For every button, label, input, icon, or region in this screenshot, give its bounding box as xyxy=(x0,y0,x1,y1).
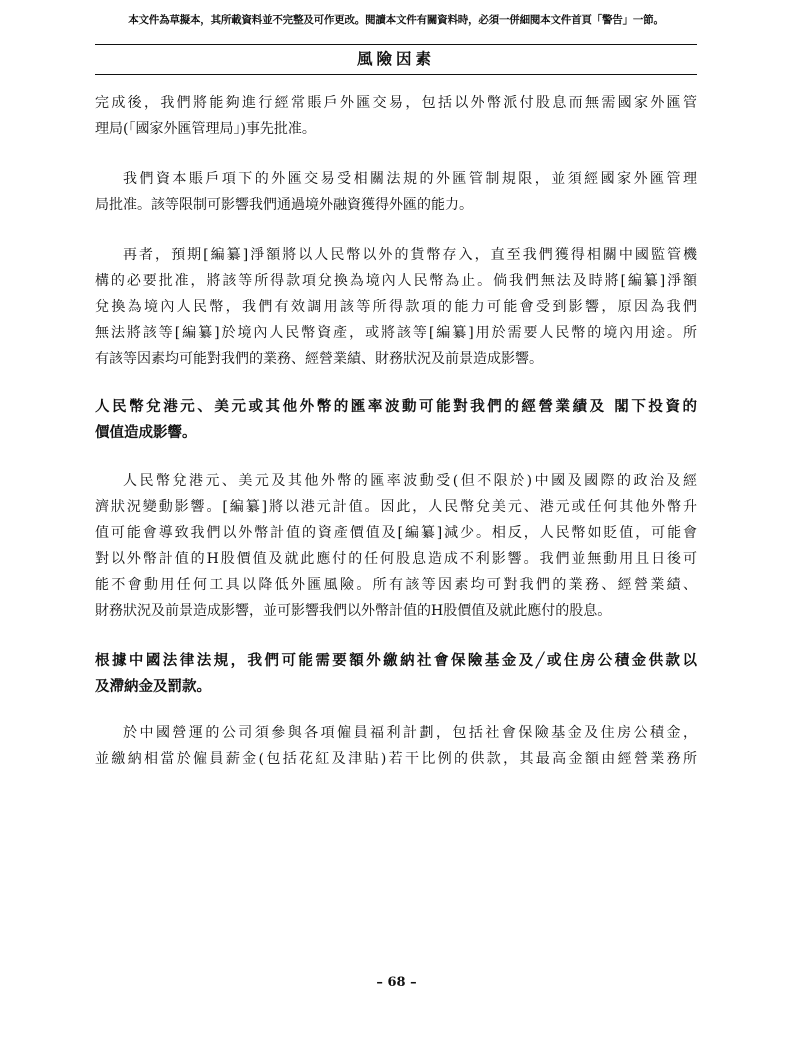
paragraph-line: 無法將該等[編纂]於境內人民幣資產，或將該等[編纂]用於需要人民幣的境內用途。所 xyxy=(95,325,697,341)
paragraph-line: 再者，預期[編纂]淨額將以人民幣以外的貨幣存入，直至我們獲得相關中國監管機 xyxy=(123,247,697,263)
section-title: 風險因素 xyxy=(356,49,435,68)
paragraph-line: 濟狀況變動影響。[編纂]將以港元計值。因此，人民幣兌美元、港元或任何其他外幣升 xyxy=(95,499,697,515)
paragraph-line: 值可能會導致我們以外幣計值的資產價值及[編纂]減少。相反，人民幣如貶值，可能會 xyxy=(95,525,697,541)
draft-disclaimer: 本文件為草擬本，其所載資料並不完整及可作更改。閱讀本文件有關資料時，必須一併細閱本文件首頁「警告」一節。 xyxy=(128,14,664,26)
header-bottom-rule xyxy=(95,74,697,75)
paragraph-proceeds-conversion xyxy=(95,242,697,372)
paragraph-line: 於中國營運的公司須參與各項僱員福利計劃，包括社會保險基金及住房公積金， xyxy=(123,725,697,741)
heading-line: 價值造成影響。 xyxy=(95,424,197,441)
heading-line: 根據中國法律法規，我們可能需要額外繳納社會保險基金及╱或住房公積金供款以 xyxy=(95,652,697,669)
paragraph-social-insurance xyxy=(95,720,697,772)
paragraph-capital-account xyxy=(95,166,697,218)
paragraph-line: 構的必要批准，將該等所得款項兌換為境內人民幣為止。倘我們無法及時將[編纂]淨額 xyxy=(95,273,697,289)
paragraph-line: 理局(「國家外匯管理局」)事先批准。 xyxy=(95,121,316,137)
page-number: – 68 – xyxy=(376,975,417,990)
heading-line: 及滯納金及罰款。 xyxy=(95,678,211,695)
paragraph-exchange-rate xyxy=(95,468,697,624)
heading-line: 人民幣兌港元、美元或其他外幣的匯率波動可能對我們的經營業績及 閣下投資的 xyxy=(95,398,697,415)
paragraph-current-account xyxy=(95,90,697,142)
paragraph-line: 完成後，我們將能夠進行經常賬戶外匯交易，包括以外幣派付股息而無需國家外匯管 xyxy=(95,95,697,111)
header-top-rule xyxy=(95,44,697,45)
paragraph-line: 兌換為境內人民幣，我們有效調用該等所得款項的能力可能會受到影響，原因為我們 xyxy=(95,299,697,315)
risk-heading-social-insurance xyxy=(95,648,697,700)
paragraph-line: 對以外幣計值的H股價值及就此應付的任何股息造成不利影響。我們並無動用且日後可 xyxy=(95,551,697,567)
paragraph-line: 並繳納相當於僱員薪金(包括花紅及津貼)若干比例的供款，其最高金額由經營業務所 xyxy=(95,751,697,767)
risk-heading-exchange-rate xyxy=(95,394,697,446)
paragraph-line: 財務狀況及前景造成影響，並可影響我們以外幣計值的H股價值及就此應付的股息。 xyxy=(95,603,612,619)
paragraph-line: 人民幣兌港元、美元及其他外幣的匯率波動受(但不限於)中國及國際的政治及經 xyxy=(123,473,697,489)
paragraph-line: 局批准。該等限制可影響我們通過境外融資獲得外匯的能力。 xyxy=(95,197,473,213)
paragraph-line: 我們資本賬戶項下的外匯交易受相關法規的外匯管制規限，並須經國家外匯管理 xyxy=(123,171,697,187)
paragraph-line: 有該等因素均可能對我們的業務、經營業績、財務狀況及前景造成影響。 xyxy=(95,351,543,367)
paragraph-line: 能不會動用任何工具以降低外匯風險。所有該等因素均可對我們的業務、經營業績、 xyxy=(95,577,697,593)
